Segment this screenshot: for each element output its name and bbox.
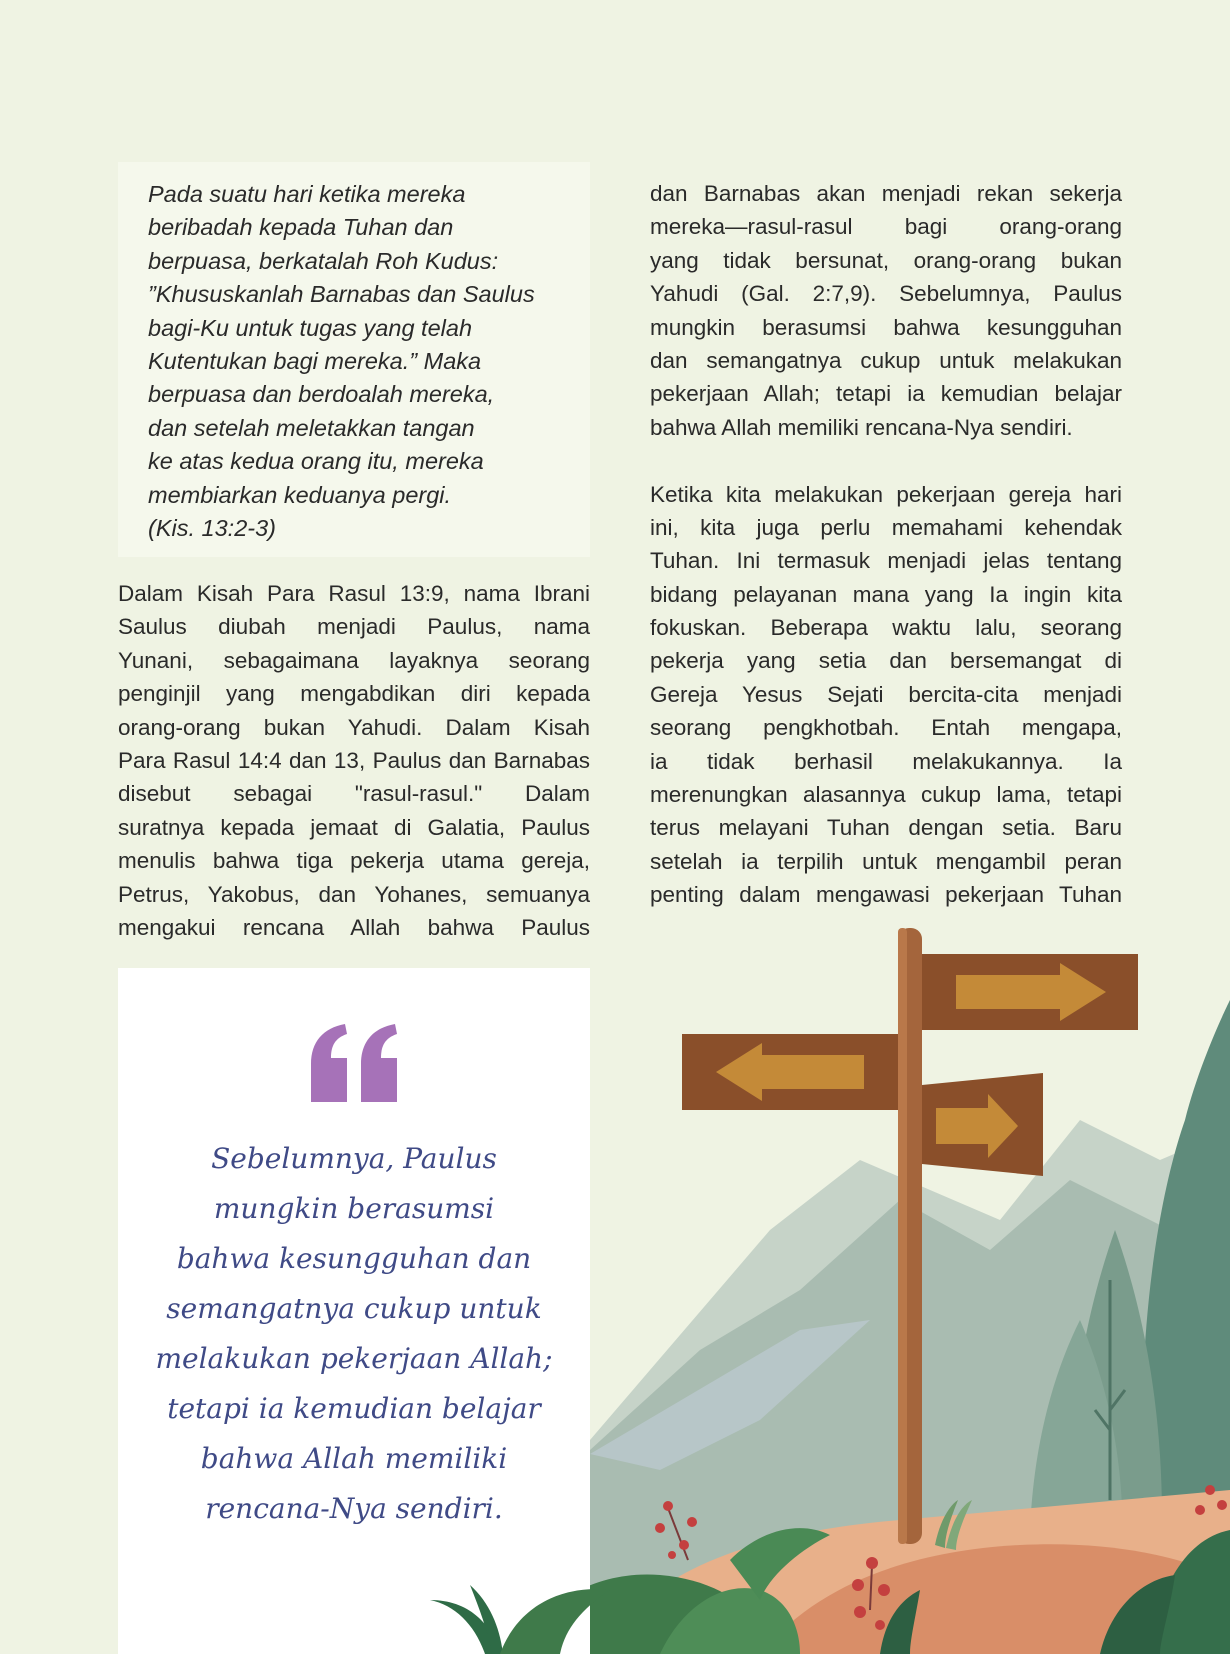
scripture-line: beribadah kepada Tuhan dan xyxy=(148,214,454,241)
body-line: suratnya kepada jemaat di Galatia, Paulus xyxy=(118,814,590,840)
paragraph-gap xyxy=(650,444,1122,477)
pull-quote-line: semangatnya cukup untuk xyxy=(166,1292,542,1325)
pull-quote-line: Sebelumnya, Paulus xyxy=(211,1142,497,1175)
pull-quote-line: tetapi ia kemudian belajar xyxy=(167,1392,541,1425)
body-line: bidang pelayanan mana yang Ia ingin kita xyxy=(650,581,1122,607)
body-line: menulis bahwa tiga pekerja utama gereja, xyxy=(118,848,590,874)
sign-board-left xyxy=(682,1034,898,1110)
scripture-line: dan setelah meletakkan tangan xyxy=(148,414,475,441)
right-body-column xyxy=(650,177,1122,912)
pull-quote-line: rencana-Nya sendiri. xyxy=(205,1492,503,1525)
scripture-line: Kutentukan bagi mereka.” Maka xyxy=(148,348,482,375)
pull-quote-line: bahwa Allah memiliki xyxy=(200,1442,508,1475)
pull-quote-box xyxy=(118,968,590,1654)
pull-quote-line: mungkin berasumsi xyxy=(213,1192,495,1225)
sign-board-right-top xyxy=(922,954,1138,1030)
scripture-line: ”Khususkanlah Barnabas dan Saulus xyxy=(148,281,535,308)
scripture-reference: (Kis. 13:2-3) xyxy=(148,515,276,542)
signpost-pole xyxy=(898,928,922,1544)
body-line: penginjil yang mengabdikan diri kepada xyxy=(118,681,590,707)
body-line: Petrus, Yakobus, dan Yohanes, semuanya xyxy=(118,881,590,907)
tall-tree xyxy=(1142,1000,1230,1600)
pull-quote-text xyxy=(118,1134,590,1534)
body-line: mengakui rencana Allah bahwa Paulus xyxy=(118,914,590,940)
scripture-line: berpuasa, berkatalah Roh Kudus: xyxy=(148,247,499,274)
body-line: seorang pengkhotbah. Entah mengapa, xyxy=(650,715,1122,741)
body-line: ini, kita juga perlu memahami kehendak xyxy=(650,514,1122,540)
body-line: disebut sebagai "rasul-rasul." Dalam xyxy=(118,781,590,807)
body-line: merenungkan alasannya cukup lama, tetapi xyxy=(650,782,1122,808)
sign-board-right-low xyxy=(922,1073,1043,1176)
scripture-line: Pada suatu hari ketika mereka xyxy=(148,181,466,207)
body-line: Yunani, sebagaimana layaknya seorang xyxy=(118,647,590,673)
body-line: Saulus diubah menjadi Paulus, nama xyxy=(118,614,590,640)
pull-quote-line: bahwa kesungguhan dan xyxy=(176,1242,532,1275)
small-tree xyxy=(1029,1320,1122,1590)
hill xyxy=(600,1490,1230,1654)
body-line: dan semangatnya cukup untuk melakukan xyxy=(650,347,1122,373)
body-line: mungkin berasumsi bahwa kesungguhan xyxy=(650,314,1122,340)
body-line: orang-orang bukan Yahudi. Dalam Kisah xyxy=(118,714,590,740)
body-line: dan Barnabas akan menjadi rekan sekerja xyxy=(650,181,1122,206)
scripture-line: membiarkan keduanya pergi. xyxy=(148,481,452,508)
scripture-line: ke atas kedua orang itu, mereka xyxy=(148,448,484,475)
body-line: fokuskan. Beberapa waktu lalu, seorang xyxy=(650,615,1122,641)
body-line: yang tidak bersunat, orang-orang bukan xyxy=(650,247,1122,273)
body-line: ia tidak berhasil melakukannya. Ia xyxy=(650,748,1122,774)
body-line: Dalam Kisah Para Rasul 13:9, nama Ibrani xyxy=(118,581,590,606)
left-body-column xyxy=(118,577,590,944)
front-mountain xyxy=(590,1180,1230,1654)
body-line: setelah ia terpilih untuk mengambil peran xyxy=(650,848,1122,874)
mid-tree xyxy=(1068,1230,1162,1580)
body-line: Gereja Yesus Sejati bercita-cita menjadi xyxy=(650,681,1122,707)
body-line: pekerjaan Allah; tetapi ia kemudian belajar xyxy=(650,381,1122,407)
pull-quote-line: melakukan pekerjaan Allah; xyxy=(155,1342,553,1375)
body-line: terus melayani Tuhan dengan setia. Baru xyxy=(650,815,1122,841)
body-line: pekerja yang setia dan bersemangat di xyxy=(650,648,1122,674)
body-line: Para Rasul 14:4 dan 13, Paulus dan Barnabas xyxy=(118,747,590,773)
body-line: Tuhan. Ini termasuk menjadi jelas tentang xyxy=(650,548,1122,574)
body-line: mereka—rasul-rasul bagi orang-orang xyxy=(650,214,1122,240)
scripture-line: bagi-Ku untuk tugas yang telah xyxy=(148,314,473,341)
body-line: Yahudi (Gal. 2:7,9). Sebelumnya, Paulus xyxy=(650,281,1122,307)
scripture-quote-box xyxy=(118,162,590,557)
back-mountain xyxy=(590,1120,1230,1654)
body-line: penting dalam mengawasi pekerjaan Tuhan xyxy=(650,882,1122,908)
scripture-line: berpuasa dan berdoalah mereka, xyxy=(148,381,495,408)
body-line: Ketika kita melakukan pekerjaan gereja hari xyxy=(650,481,1122,507)
quote-mark-icon xyxy=(305,1024,403,1104)
body-line: bahwa Allah memiliki rencana-Nya sendiri. xyxy=(650,414,1073,440)
berry-branch xyxy=(655,1485,1227,1630)
